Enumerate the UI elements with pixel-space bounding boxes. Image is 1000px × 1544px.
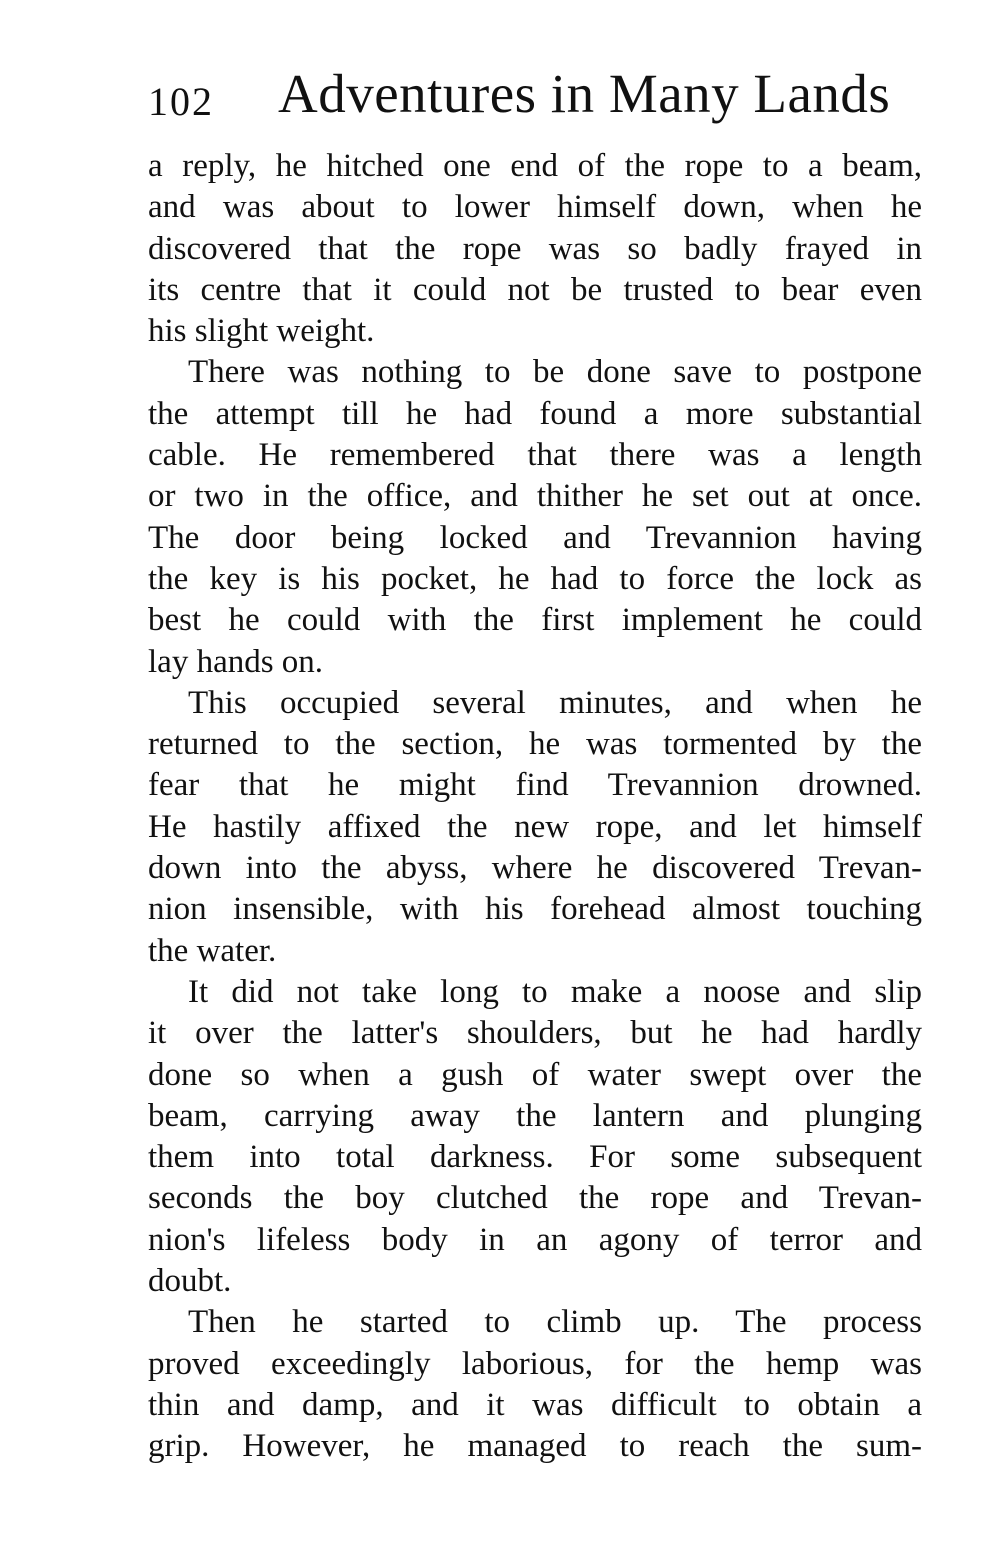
text-line: its centre that it could not be trusted to bear even [148,271,922,308]
text-line: the attempt till he had found a more substantial [148,395,922,432]
text-line: thin and damp, and it was difficult to obtain a [148,1386,922,1423]
text-line: cable. He remembered that there was a length [148,437,922,474]
text-line: and was about to lower himself down, when he [148,189,922,226]
text-line: best he could with the first implement he could [148,602,922,639]
text-line: grip. However, he managed to reach the sum- [148,1428,922,1465]
text-line: the water. [148,932,277,969]
text-line: This occupied several minutes, and when he [188,684,922,721]
text-line: the key is his pocket, he had to force the lock as [148,560,922,597]
book-title: Adventures in Many Lands [278,63,891,124]
body-text [148,146,922,1468]
text-line: done so when a gush of water swept over the [148,1056,922,1093]
text-line: his slight weight. [148,313,375,350]
text-line: There was nothing to be done save to postpone [188,354,922,391]
text-line: down into the abyss, where he discovered Trevan- [148,850,922,887]
text-line: seconds the boy clutched the rope and Trevan- [148,1180,922,1217]
text-line: or two in the office, and thither he set out at once. [148,478,922,515]
text-line: Then he started to climb up. The process [188,1304,922,1341]
text-line: nion insensible, with his forehead almost touching [148,891,922,928]
text-line: returned to the section, he was tormented by the [148,726,922,763]
text-line: proved exceedingly laborious, for the hemp was [148,1345,922,1382]
page-number: 102 [148,79,214,124]
text-line: fear that he might find Trevannion drowned. [148,767,922,804]
text-line: He hastily affixed the new rope, and let himself [148,808,922,845]
text-line: lay hands on. [148,643,324,680]
text-line: It did not take long to make a noose and slip [188,973,922,1010]
text-line: a reply, he hitched one end of the rope to a beam, [148,148,922,184]
text-line: beam, carrying away the lantern and plunging [148,1097,922,1134]
text-line: doubt. [148,1263,232,1300]
text-line: The door being locked and Trevannion having [148,519,922,556]
text-line: nion's lifeless body in an agony of terror and [148,1221,922,1258]
text-line: them into total darkness. For some subsequent [148,1139,922,1176]
text-line: discovered that the rope was so badly frayed in [148,230,922,267]
running-head [148,62,908,142]
text-line: it over the latter's shoulders, but he had hardly [148,1015,922,1052]
